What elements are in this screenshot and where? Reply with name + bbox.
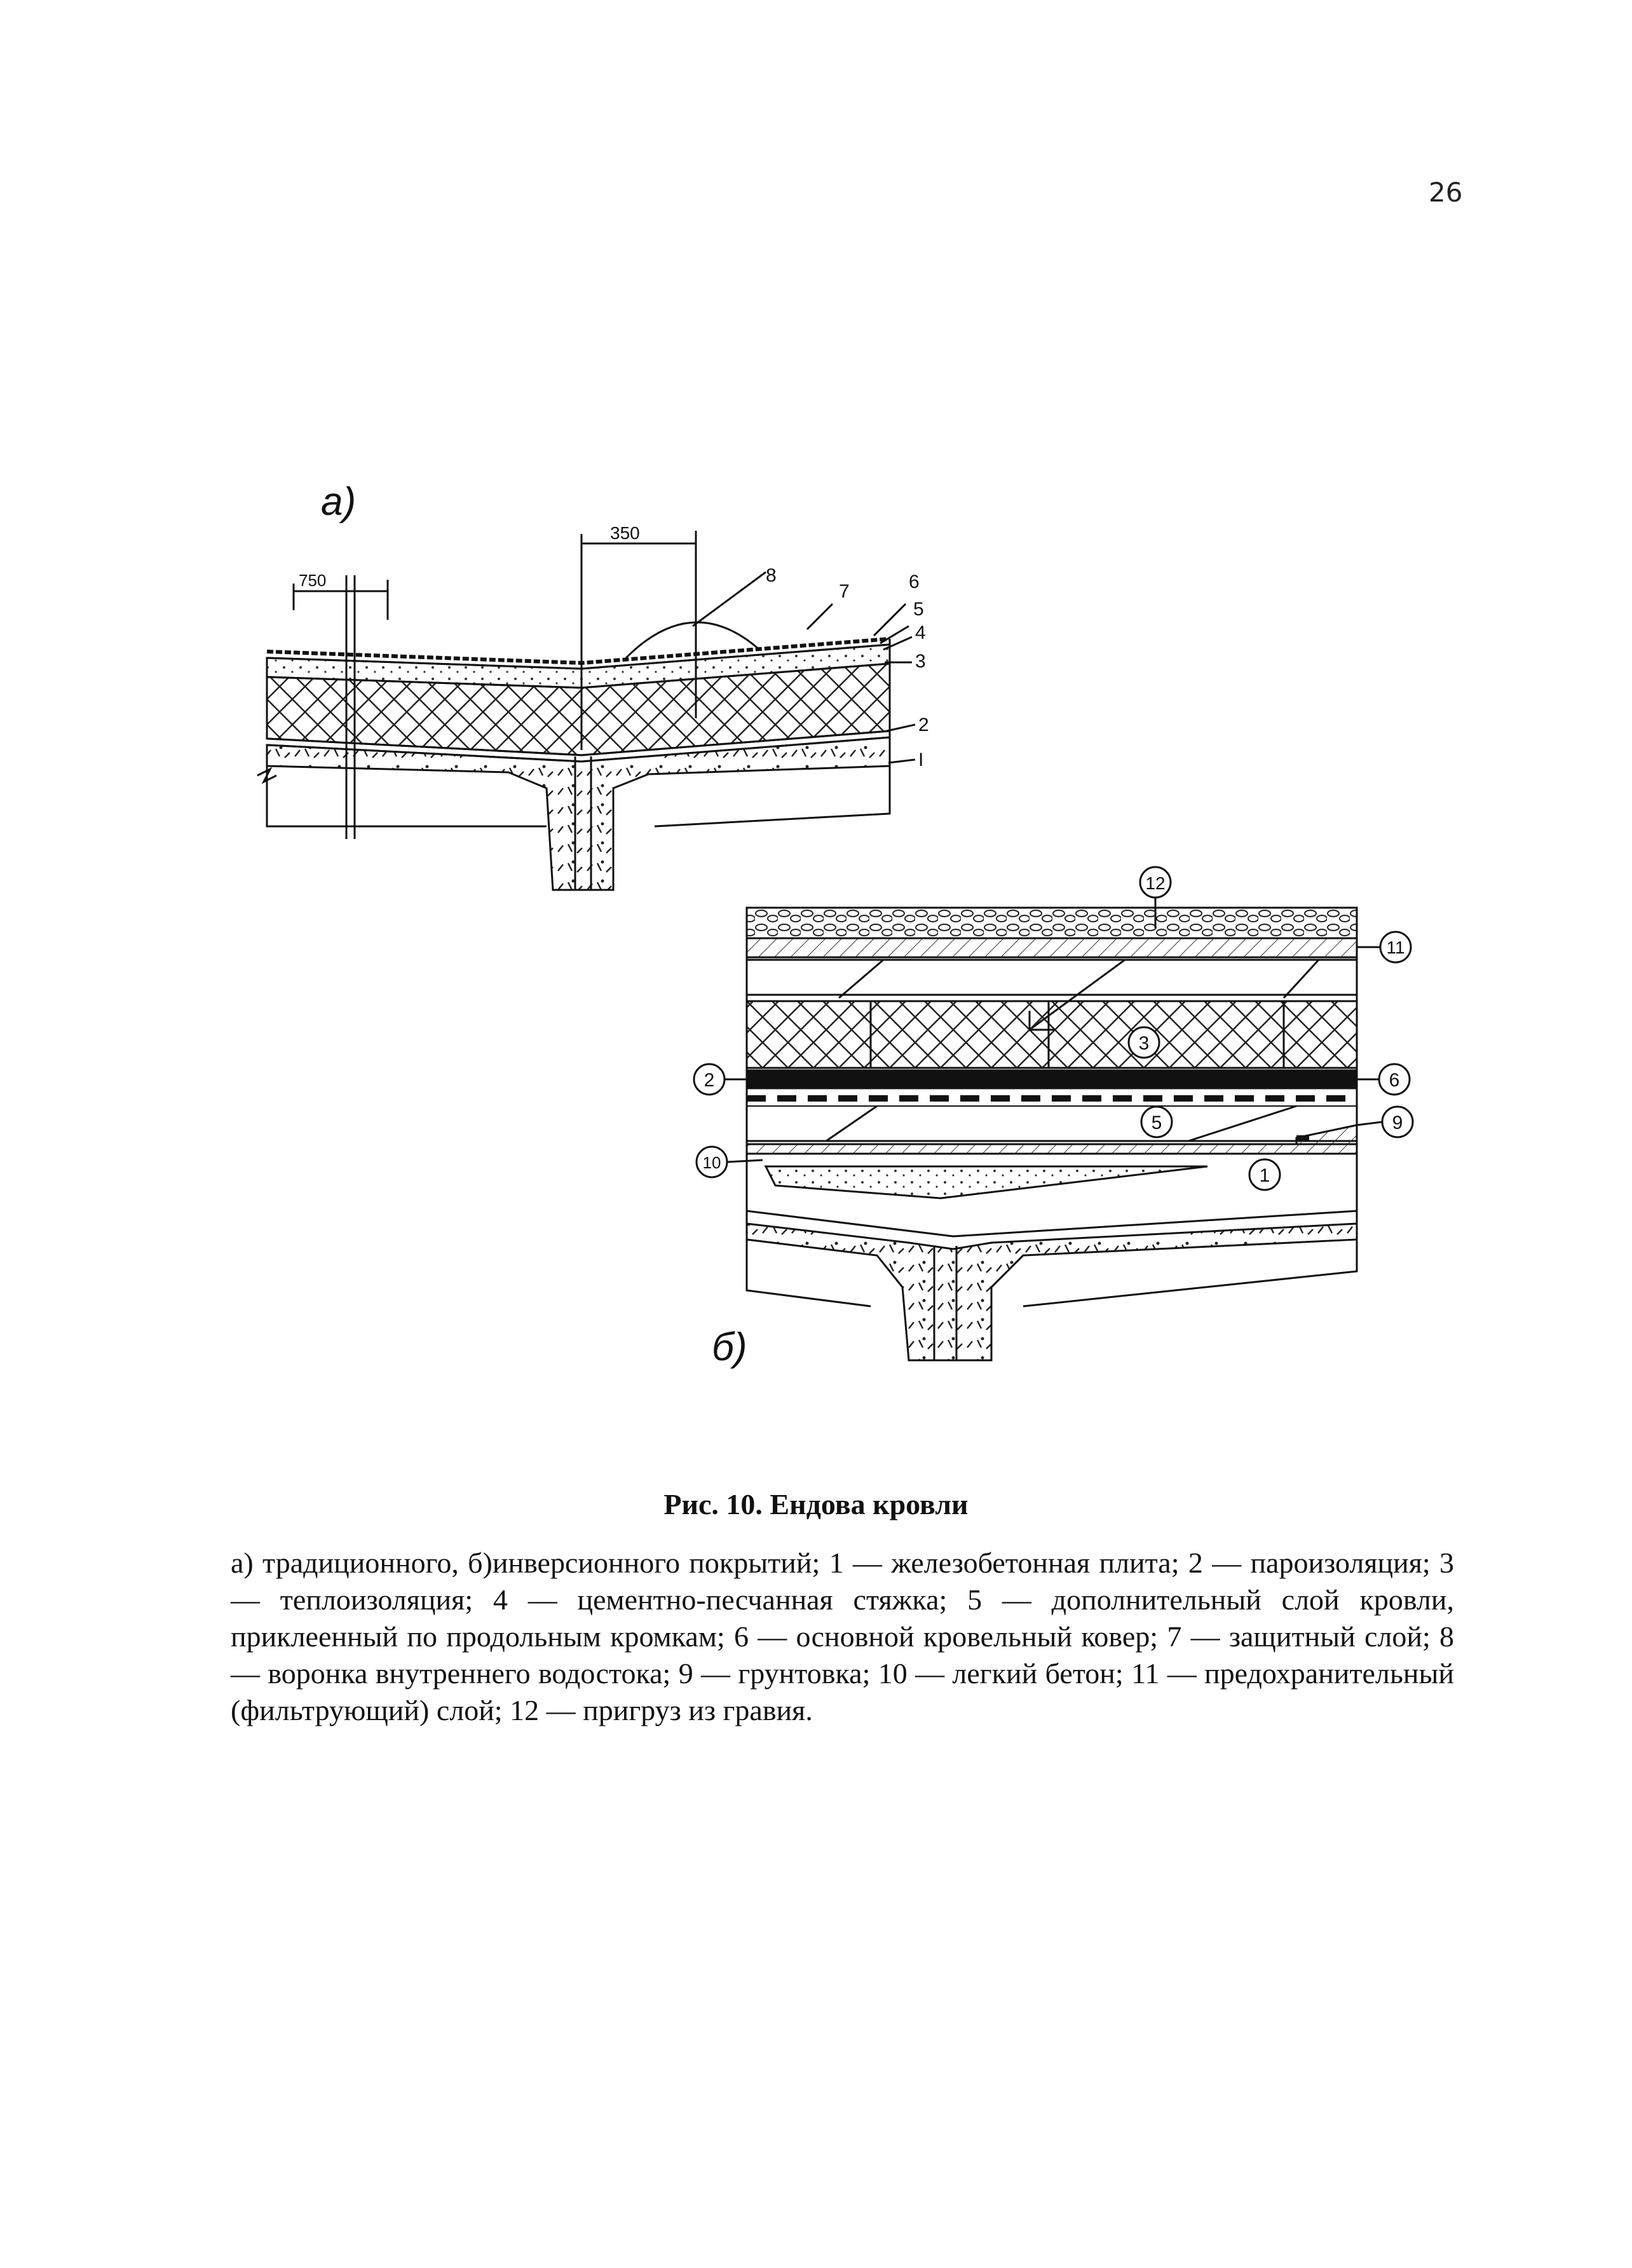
figure-caption-title: Рис. 10. Ендова кровли: [663, 1488, 969, 1520]
callout-11: [1380, 932, 1411, 962]
panel-a-drawing: [257, 531, 915, 890]
callout-6: [1379, 1064, 1410, 1095]
svg-text:10: 10: [702, 1153, 721, 1172]
label-a-3: 3: [915, 651, 926, 672]
figure-caption-text: а) традиционного, б)инверсионного покрытий; 1 — железобетонная плита; 2 — пароизоляция; 3 — теплоизоляция; 4 — цементно-песчанная стяжка; 5 — дополнительный слой кровли, приклеенный по продольным кромкам; 6 — основной кровельный ковер; 7 — защитный слой; 8 — воронка внутреннего водостока; 9 — грунтовка; 10 — легкий бетон; 11 — предохранительный (фильтрующий) слой; 12 — пригруз из гравия.: [231, 1547, 1454, 1726]
label-a-4: 4: [915, 622, 926, 643]
callout-3: [1129, 1027, 1159, 1058]
svg-text:9: 9: [1392, 1112, 1403, 1133]
callout-1: [1249, 1159, 1280, 1190]
label-a-I: I: [918, 749, 924, 770]
callout-2: [694, 1064, 724, 1095]
label-a-6: 6: [909, 571, 920, 592]
svg-text:2: 2: [704, 1070, 715, 1091]
panel-b-drawing: [724, 898, 1382, 1360]
callout-12: [1140, 867, 1171, 898]
svg-text:3: 3: [1138, 1033, 1150, 1054]
panel-a-marker: а): [321, 480, 357, 524]
svg-text:11: 11: [1386, 938, 1405, 957]
callout-9: [1382, 1107, 1413, 1137]
dimension-750: 750: [299, 571, 327, 590]
dimension-350: 350: [610, 523, 640, 543]
svg-text:6: 6: [1389, 1070, 1400, 1091]
svg-text:12: 12: [1145, 873, 1166, 893]
svg-text:1: 1: [1259, 1165, 1270, 1186]
label-a-8: 8: [766, 565, 777, 586]
callout-5: [1141, 1107, 1172, 1137]
page-number: 26: [1429, 177, 1463, 208]
label-a-5: 5: [913, 599, 924, 620]
label-a-7: 7: [839, 581, 850, 602]
svg-text:5: 5: [1151, 1112, 1162, 1133]
callout-10: [697, 1147, 727, 1177]
label-a-2: 2: [918, 714, 929, 735]
panel-b-marker: б): [712, 1325, 747, 1369]
